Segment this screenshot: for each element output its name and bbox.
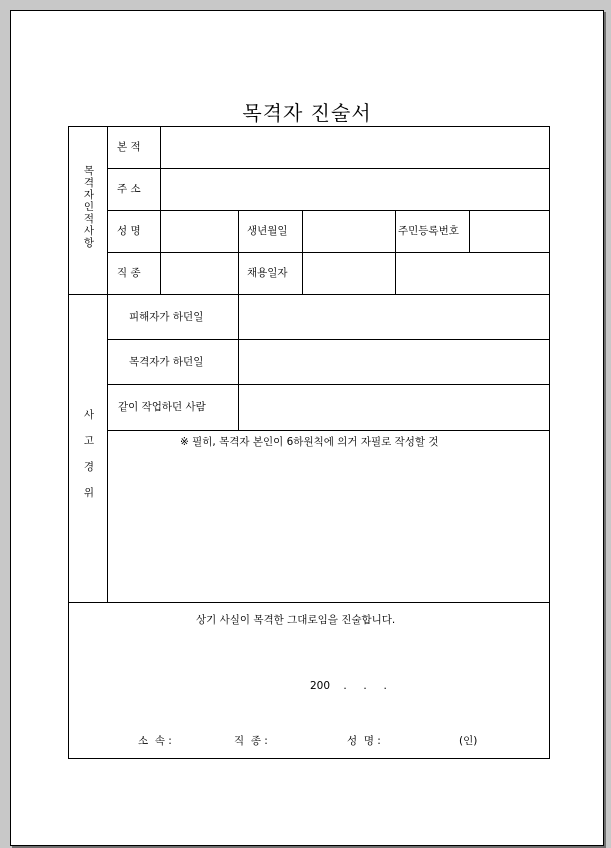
bonjeok-label: 본 적 [117,141,141,153]
job-signature-label: 직 종 : [234,735,268,747]
witness-statement-form [68,126,550,759]
address-label: 주 소 [117,183,141,195]
name-signature-label: 성 명 : [347,735,381,747]
section-divider [69,294,549,295]
row-divider [107,168,549,169]
name-label: 성 명 [117,225,141,237]
row-divider [107,252,549,253]
section2-label: 사 고 경 위 [83,409,95,499]
row-divider [107,339,549,340]
coworker-label: 같이 작업하던 사람 [118,401,206,413]
column-divider [469,210,470,252]
birthdate-label: 생년월일 [247,225,288,237]
row-divider [107,210,549,211]
seal-mark: (인) [459,735,478,747]
column-divider [160,127,161,294]
column-divider [395,210,396,294]
witness-work-label: 목격자가 하던일 [129,356,204,368]
victim-work-label: 피해자가 하던일 [129,311,204,323]
hire-date-label: 채용일자 [247,267,288,279]
label-column-divider [107,127,108,602]
section-divider [69,602,549,603]
resident-number-label: 주민등록번호 [398,225,459,237]
document-page [10,10,604,846]
section1-label: 목 격 자 인 적 사 항 [83,165,95,249]
column-divider [238,294,239,430]
affiliation-label: 소 속 : [138,735,172,747]
column-divider [302,210,303,294]
date-line: 200 . . . [310,680,387,692]
statement-text: 상기 사실이 목격한 그대로임을 진술합니다. [196,614,396,626]
instruction-note: ※ 필히, 목격자 본인이 6하원칙에 의거 자필로 작성할 것 [180,436,439,448]
column-divider [238,210,239,294]
document-title: 목격자 진술서 [242,101,372,125]
job-type-label: 직 종 [117,267,141,279]
row-divider [107,384,549,385]
row-divider [107,430,549,431]
